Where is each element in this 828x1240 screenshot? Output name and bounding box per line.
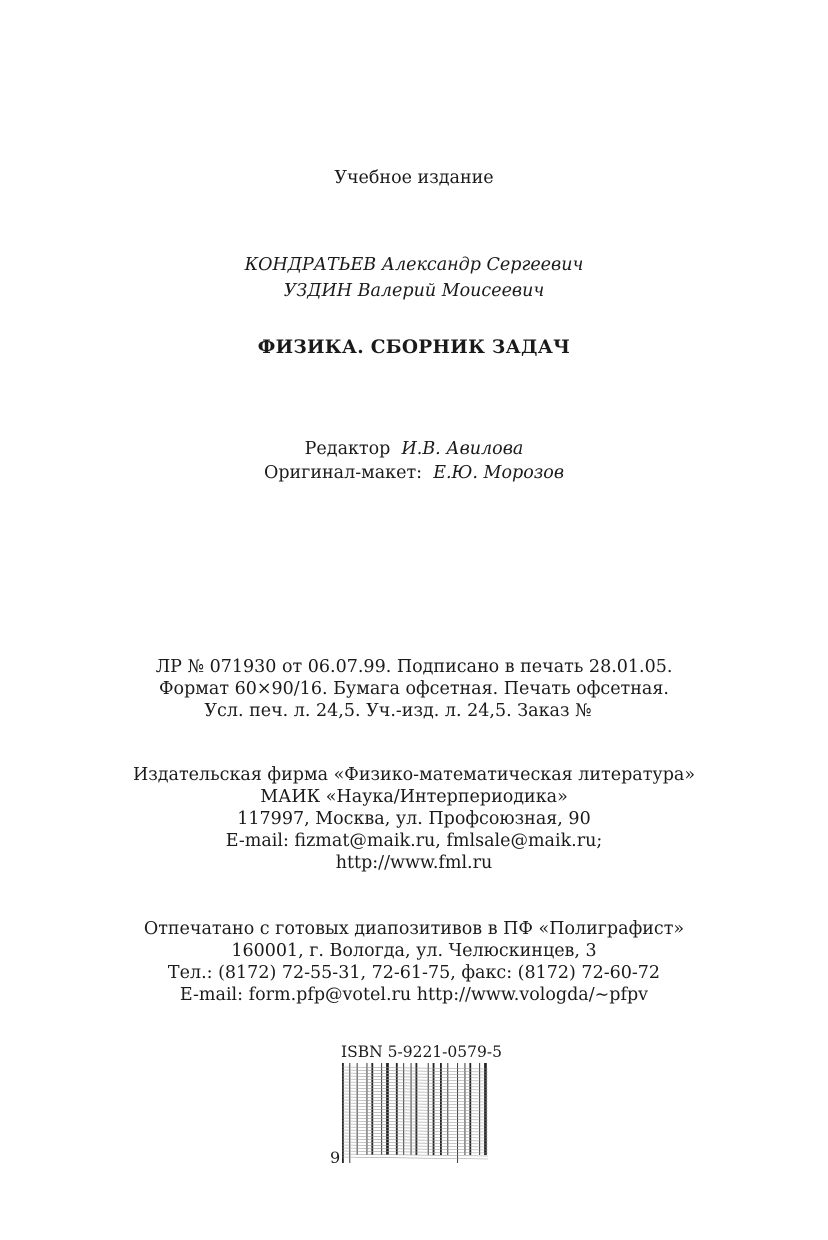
barcode-hatch: [342, 1136, 488, 1138]
barcode-hatch: [342, 1145, 488, 1147]
barcode-hatch: [342, 1100, 488, 1102]
barcode-hatch: [342, 1082, 488, 1084]
editor-label: Редактор: [304, 439, 391, 459]
publisher-line: Издательская фирма «Физико-математическая литература»: [132, 765, 696, 785]
author-1-name: Александр Сергеевич: [381, 255, 584, 275]
barcode-hatch: [342, 1088, 488, 1090]
barcode-hatch: [342, 1130, 488, 1132]
print-info-line: Усл. печ. л. 24,5. Уч.-изд. л. 24,5. Заказ №: [204, 701, 592, 721]
barcode-hatch: [342, 1118, 488, 1120]
editor-credit: [0, 438, 828, 460]
book-title: ФИЗИКА. СБОРНИК ЗАДАЧ: [257, 337, 571, 358]
print-info-line: ЛР № 071930 от 06.07.99. Подписано в печать 28.01.05.: [155, 657, 673, 677]
author-2-surname: УЗДИН: [283, 281, 353, 301]
barcode-bar: [457, 1063, 458, 1163]
barcode-hatch: [342, 1067, 488, 1069]
barcode-hatch: [342, 1106, 488, 1108]
barcode-hatch: [342, 1142, 488, 1144]
barcode-hatch: [342, 1151, 488, 1153]
barcode-bar: [440, 1063, 442, 1155]
barcode-bar: [479, 1063, 480, 1155]
barcode-hatch: [342, 1115, 488, 1117]
barcode-hatch: [342, 1070, 488, 1072]
barcode-hatch: [342, 1091, 488, 1093]
layout-label: Оригинал-макет:: [263, 463, 423, 483]
layout-credit: [0, 462, 828, 484]
barcode-hatch: [342, 1112, 488, 1114]
author-1-surname: КОНДРАТЬЕВ: [244, 255, 377, 275]
editor-name: И.В. Авилова: [401, 439, 524, 459]
barcode-hatch: [342, 1139, 488, 1141]
edition-type: Учебное издание: [334, 168, 494, 188]
barcode-hatch: [342, 1076, 488, 1078]
barcode-bar: [447, 1063, 448, 1155]
barcode-hatch: [342, 1148, 488, 1150]
printer-line: Тел.: (8172) 72-55-31, 72-61-75, факс: (8172) 72-60-72: [167, 963, 661, 983]
printer-line: E-mail: form.pfp@votel.ru http://www.vologda/∼pfpv: [179, 985, 649, 1005]
publisher-line: http://www.fml.ru: [335, 853, 493, 873]
layout-name: Е.Ю. Морозов: [433, 463, 565, 483]
author-1: [0, 254, 828, 276]
barcode-hatch: [342, 1073, 488, 1075]
barcode-digit: 9: [330, 1148, 341, 1167]
barcode-hatch: [342, 1157, 488, 1159]
barcode-hatch: [342, 1103, 488, 1105]
barcode-hatch: [342, 1097, 488, 1099]
barcode-hatch: [342, 1085, 488, 1087]
barcode-bar: [367, 1063, 368, 1155]
barcode-bar: [433, 1063, 435, 1155]
barcode-bar: [465, 1063, 466, 1155]
publisher-line: МАИК «Наука/Интерпериодика»: [260, 787, 568, 807]
author-2-name: Валерий Моисеевич: [357, 281, 545, 301]
barcode-hatch: [342, 1154, 488, 1156]
barcode-hatch: [342, 1133, 488, 1135]
printer-line: Отпечатано с готовых диапозитивов в ПФ «Полиграфист»: [143, 919, 685, 939]
barcode-hatch: [342, 1079, 488, 1081]
author-2: [0, 280, 828, 302]
publisher-line: 117997, Москва, ул. Профсоюзная, 90: [237, 809, 591, 829]
barcode-hatch: [342, 1094, 488, 1096]
barcode-bar: [469, 1063, 471, 1155]
barcode-hatch: [342, 1127, 488, 1129]
print-info-line: Формат 60×90/16. Бумага офсетная. Печать офсетная.: [159, 679, 669, 699]
barcode-bar: [371, 1063, 373, 1155]
barcode: [330, 1061, 495, 1171]
publisher-line: E-mail: fizmat@maik.ru, fmlsale@maik.ru;: [225, 831, 603, 851]
printer-line: 160001, г. Вологда, ул. Челюскинцев, 3: [231, 941, 597, 961]
barcode-hatch: [342, 1121, 488, 1123]
barcode-bar: [428, 1063, 429, 1155]
barcode-hatch: [342, 1124, 488, 1126]
barcode-hatch: [342, 1109, 488, 1111]
isbn-number: ISBN 5-9221-0579-5: [341, 1043, 502, 1061]
